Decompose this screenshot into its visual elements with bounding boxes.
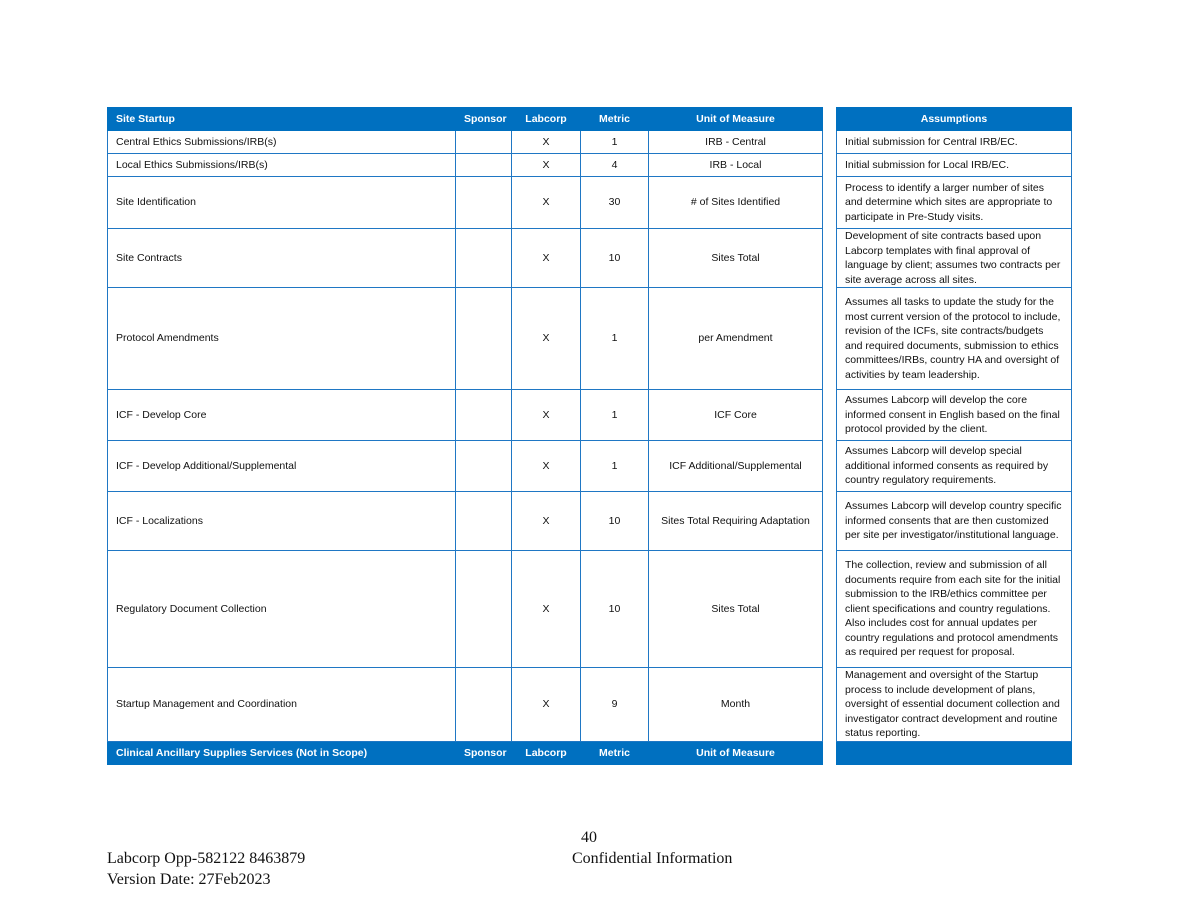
cell-unit: Month	[649, 668, 823, 742]
header-labcorp-2: Labcorp	[512, 742, 581, 765]
table-row	[108, 229, 823, 288]
ancillary-header-row	[108, 742, 823, 765]
cell-assumption: Process to identify a larger number of sites and determine which sites are appropriate to participate in Pre-Study visits.	[837, 177, 1072, 229]
assumption-row	[837, 177, 1072, 229]
table-row	[108, 177, 823, 229]
assumption-row	[837, 288, 1072, 390]
cell-task: Central Ethics Submissions/IRB(s)	[108, 131, 456, 154]
cell-task: Startup Management and Coordination	[108, 668, 456, 742]
site-startup-table	[107, 107, 823, 765]
cell-labcorp: X	[512, 288, 581, 390]
cell-task: ICF - Develop Additional/Supplemental	[108, 441, 456, 492]
cell-labcorp: X	[512, 668, 581, 742]
cell-assumption: Initial submission for Local IRB/EC.	[837, 154, 1072, 177]
cell-assumption: Initial submission for Central IRB/EC.	[837, 131, 1072, 154]
table-row	[108, 492, 823, 551]
assumptions-table	[836, 107, 1072, 765]
cell-assumption: Management and oversight of the Startup process to include development of plans, oversight of essential document collection and investigator contract development and routine status reporting.	[837, 668, 1072, 742]
cell-task: ICF - Develop Core	[108, 390, 456, 441]
cell-labcorp: X	[512, 154, 581, 177]
cell-unit: ICF Additional/Supplemental	[649, 441, 823, 492]
assumptions-footer-bar	[837, 742, 1072, 765]
table-row	[108, 551, 823, 668]
cell-sponsor	[456, 390, 512, 441]
assumption-row	[837, 441, 1072, 492]
cell-assumption: Assumes Labcorp will develop special additional informed consents as required by country regulatory requirements.	[837, 441, 1072, 492]
cell-assumption: The collection, review and submission of all documents require from each site for the initial submission to the IRB/ethics committee per client specifications and country regulations. Also includes cost for annual updates per country regulations and protocol amendments as required per request for proposal.	[837, 551, 1072, 668]
cell-task: Local Ethics Submissions/IRB(s)	[108, 154, 456, 177]
cell-sponsor	[456, 668, 512, 742]
table-row	[108, 131, 823, 154]
cell-sponsor	[456, 492, 512, 551]
page-number: 40	[581, 829, 597, 846]
assumption-row	[837, 131, 1072, 154]
cell-labcorp: X	[512, 551, 581, 668]
header-labcorp: Labcorp	[512, 108, 581, 131]
cell-metric: 10	[581, 551, 649, 668]
cell-metric: 30	[581, 177, 649, 229]
cell-unit: Sites Total	[649, 551, 823, 668]
header-assumptions: Assumptions	[837, 108, 1072, 131]
header-unit-2: Unit of Measure	[649, 742, 823, 765]
cell-sponsor	[456, 131, 512, 154]
cell-assumption: Assumes Labcorp will develop the core informed consent in English based on the final protocol provided by the client.	[837, 390, 1072, 441]
cell-unit: Sites Total Requiring Adaptation	[649, 492, 823, 551]
cell-unit: ICF Core	[649, 390, 823, 441]
header-ancillary: Clinical Ancillary Supplies Services (Not in Scope)	[108, 742, 456, 765]
assumption-row	[837, 229, 1072, 288]
header-sponsor: Sponsor	[456, 108, 512, 131]
cell-sponsor	[456, 177, 512, 229]
cell-metric: 4	[581, 154, 649, 177]
cell-task: Protocol Amendments	[108, 288, 456, 390]
cell-labcorp: X	[512, 492, 581, 551]
assumption-row	[837, 668, 1072, 742]
table-row	[108, 441, 823, 492]
assumption-row	[837, 492, 1072, 551]
cell-metric: 10	[581, 229, 649, 288]
cell-task: Site Contracts	[108, 229, 456, 288]
cell-sponsor	[456, 441, 512, 492]
cell-metric: 1	[581, 288, 649, 390]
cell-sponsor	[456, 229, 512, 288]
cell-task: Site Identification	[108, 177, 456, 229]
header-site-startup: Site Startup	[108, 108, 456, 131]
cell-assumption: Assumes Labcorp will develop country specific informed consents that are then customized per site per investigator/institutional language.	[837, 492, 1072, 551]
cell-unit: Sites Total	[649, 229, 823, 288]
table-row	[108, 668, 823, 742]
header-unit: Unit of Measure	[649, 108, 823, 131]
header-sponsor-2: Sponsor	[456, 742, 512, 765]
cell-metric: 1	[581, 441, 649, 492]
cell-labcorp: X	[512, 390, 581, 441]
cell-assumption: Development of site contracts based upon Labcorp templates with final approval of language by client; assumes two contracts per site average across all sites.	[837, 229, 1072, 288]
doc-id: Labcorp Opp-582122 8463879	[107, 850, 306, 867]
table-header-row	[108, 108, 823, 131]
cell-labcorp: X	[512, 177, 581, 229]
header-metric-2: Metric	[581, 742, 649, 765]
assumption-row	[837, 551, 1072, 668]
cell-labcorp: X	[512, 441, 581, 492]
table-row	[108, 154, 823, 177]
cell-sponsor	[456, 288, 512, 390]
cell-metric: 1	[581, 131, 649, 154]
cell-unit: IRB - Local	[649, 154, 823, 177]
cell-labcorp: X	[512, 229, 581, 288]
cell-unit: IRB - Central	[649, 131, 823, 154]
cell-unit: # of Sites Identified	[649, 177, 823, 229]
cell-labcorp: X	[512, 131, 581, 154]
table-row	[108, 390, 823, 441]
cell-metric: 10	[581, 492, 649, 551]
cell-sponsor	[456, 551, 512, 668]
cell-sponsor	[456, 154, 512, 177]
cell-task: ICF - Localizations	[108, 492, 456, 551]
cell-assumption: Assumes all tasks to update the study for the most current version of the protocol to include, revision of the ICFs, site contracts/budgets and required documents, submission to ethics committees/IRBs, country HA and oversight of activities by team leadership.	[837, 288, 1072, 390]
cell-metric: 1	[581, 390, 649, 441]
assumption-row	[837, 390, 1072, 441]
confidential-label: Confidential Information	[572, 850, 733, 867]
cell-metric: 9	[581, 668, 649, 742]
table-row	[108, 288, 823, 390]
assumption-row	[837, 154, 1072, 177]
cell-task: Regulatory Document Collection	[108, 551, 456, 668]
cell-unit: per Amendment	[649, 288, 823, 390]
version-date: Version Date: 27Feb2023	[107, 871, 271, 888]
header-metric: Metric	[581, 108, 649, 131]
